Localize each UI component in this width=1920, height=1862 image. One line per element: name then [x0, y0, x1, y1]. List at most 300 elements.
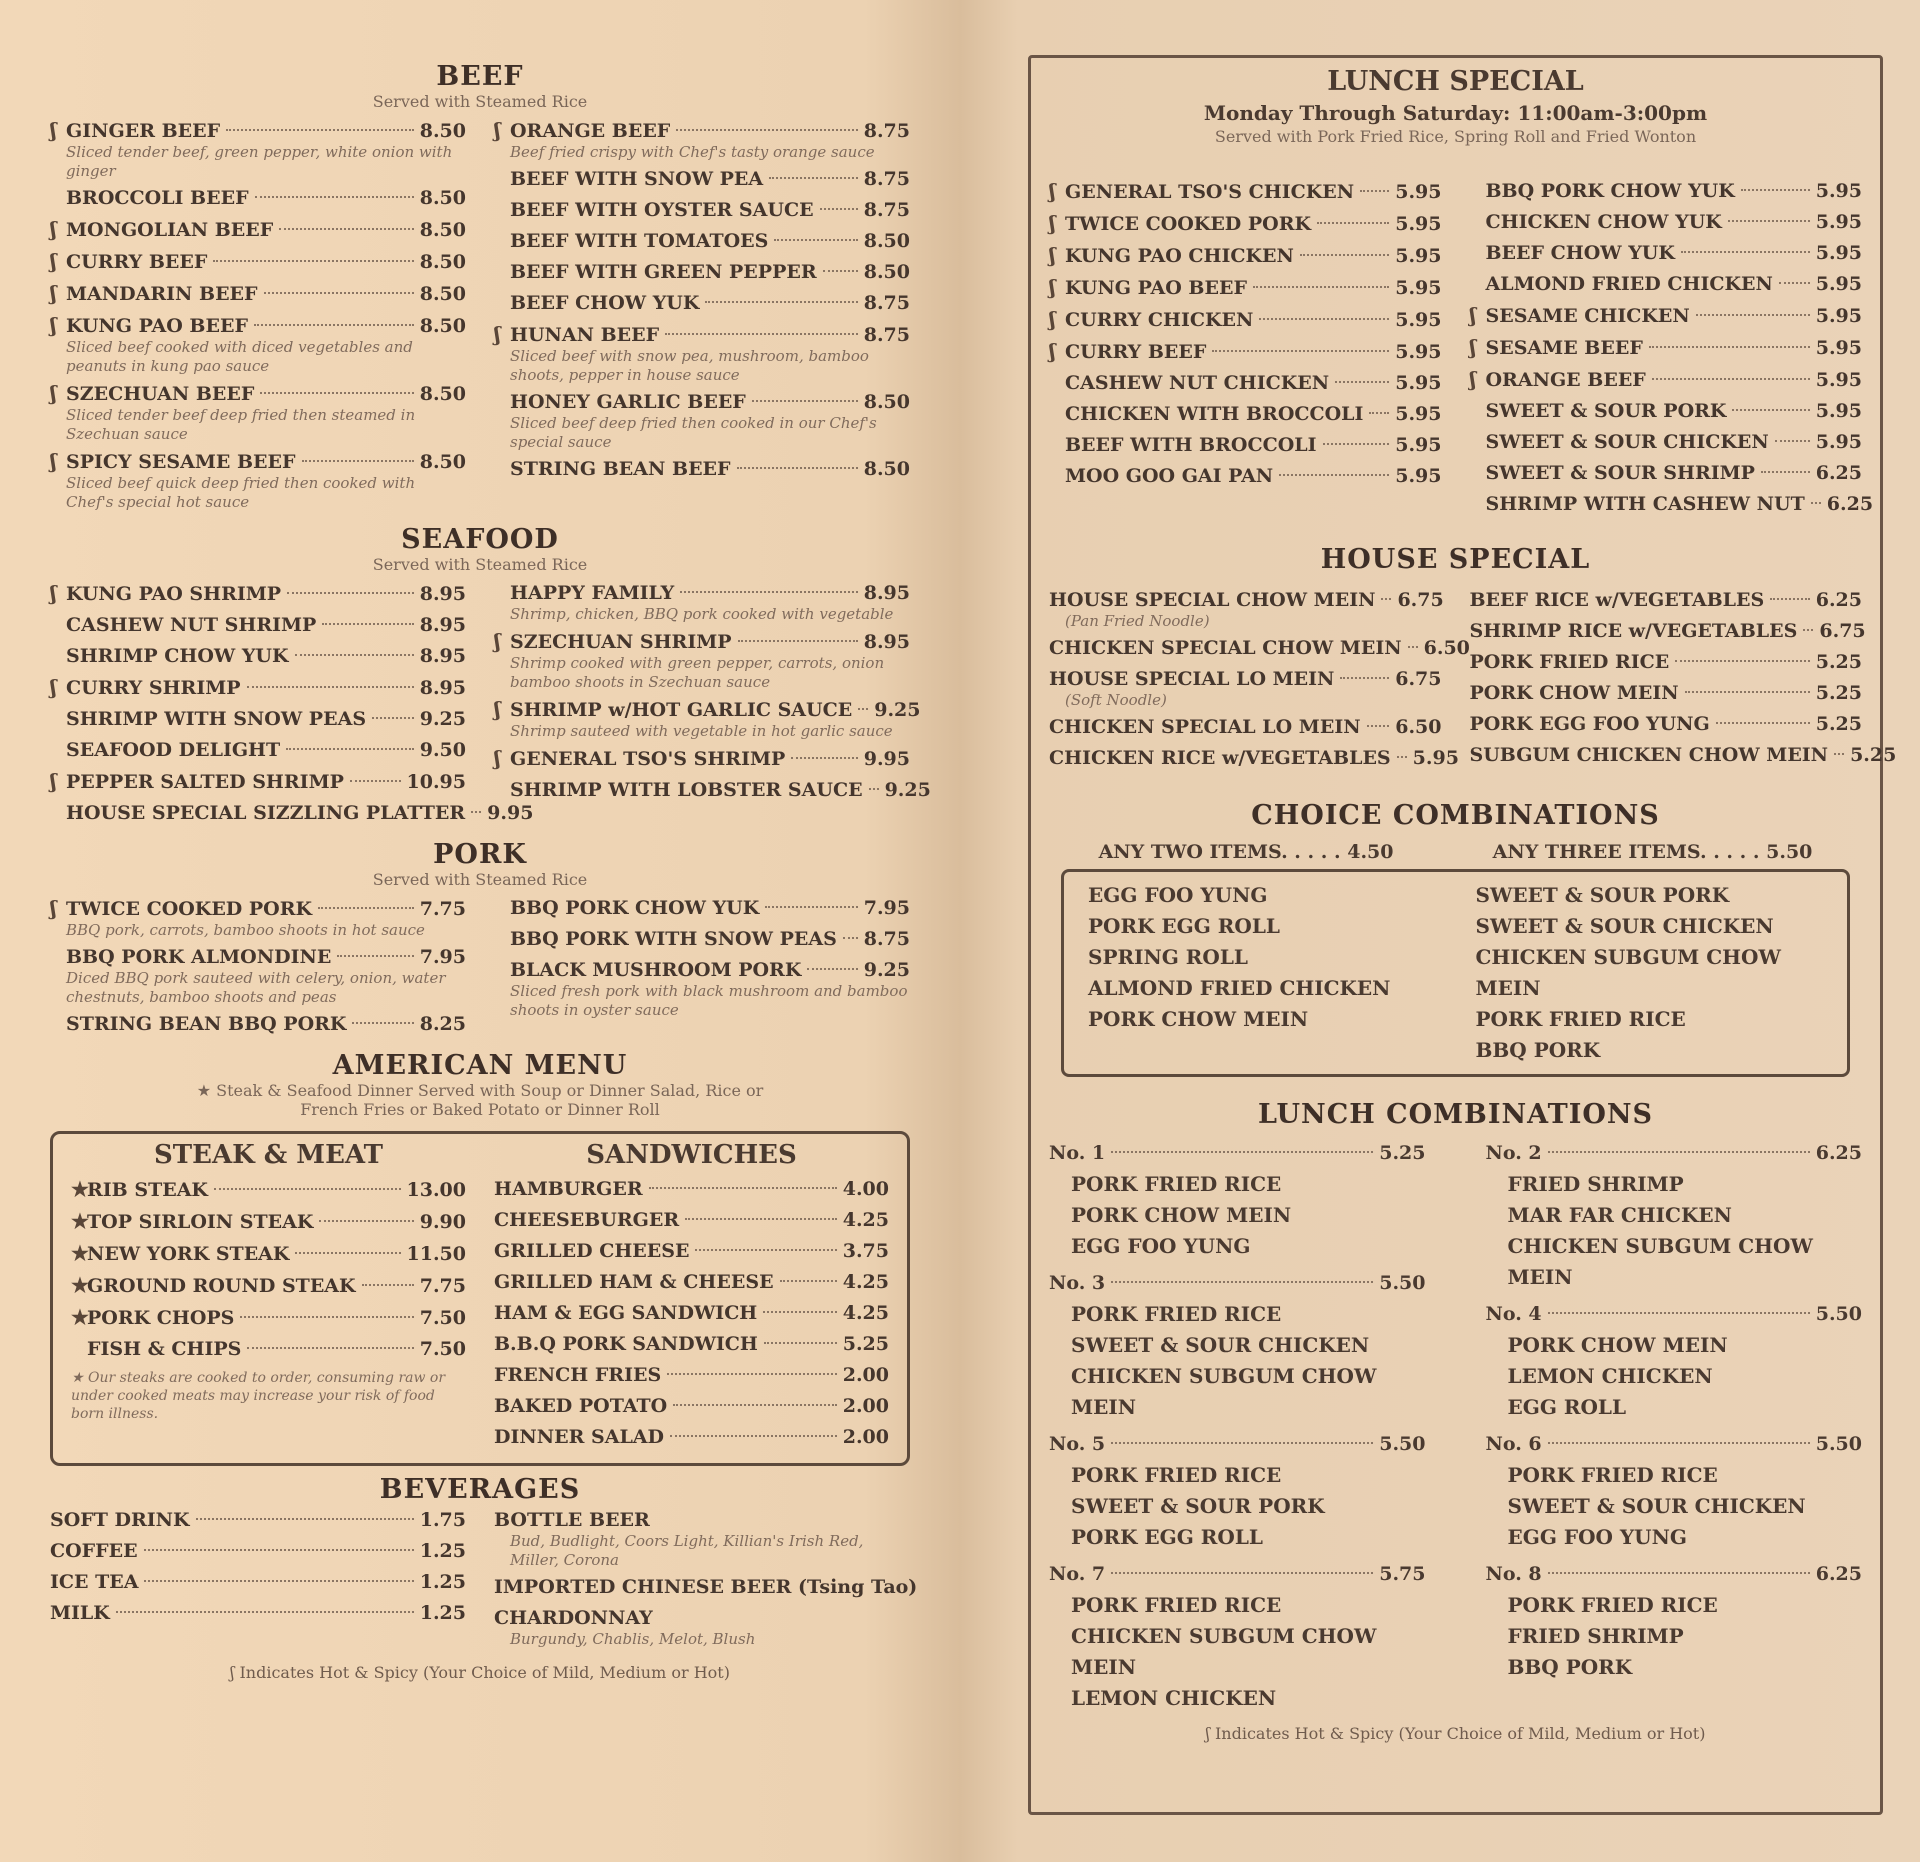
combo-item: BBQ PORK: [1507, 1655, 1633, 1679]
combo-number: No. 8: [1485, 1563, 1542, 1585]
item-name: ORANGE BEEF: [1485, 369, 1646, 391]
seafood-subtitle: Served with Steamed Rice: [372, 555, 588, 574]
item-name: STRING BEAN BEEF: [510, 458, 731, 480]
item-price: 4.25: [842, 1271, 889, 1293]
beef-title: BEEF: [436, 61, 524, 92]
item-price: 8.95: [419, 614, 466, 636]
item-price: 5.95: [1395, 465, 1442, 487]
menu-item-row: [71, 1302, 466, 1334]
item-name: CHEESEBURGER: [494, 1209, 680, 1231]
menu-item: [50, 1505, 466, 1536]
item-price: 8.50: [419, 451, 466, 473]
dot-leader: [673, 1404, 837, 1406]
menu-item: [50, 1598, 466, 1629]
combo-number: No. 7: [1049, 1563, 1106, 1585]
house-title: HOUSE SPECIAL: [1320, 544, 1591, 575]
dot-leader: [352, 1022, 413, 1024]
menu-item-row: [50, 578, 466, 610]
menu-item-row: [50, 1536, 466, 1567]
menu-item: [1049, 430, 1442, 461]
item-name: KUNG PAO CHICKEN: [1065, 245, 1294, 267]
dot-leader: [1716, 722, 1810, 724]
menu-item: [50, 798, 534, 829]
item-name: ORANGE BEEF: [510, 120, 671, 142]
menu-item-row: [1049, 272, 1442, 304]
item-price: 5.95: [1395, 277, 1442, 299]
hot-spicy-footer-right: [1049, 1724, 1862, 1743]
item-name: SOFT DRINK: [50, 1509, 190, 1531]
item-name: HOUSE SPECIAL LO MEIN: [1049, 668, 1335, 690]
menu-item: [1049, 272, 1442, 304]
combo-item: LEMON CHICKEN: [1071, 1686, 1277, 1710]
dot-leader: [695, 1249, 836, 1251]
item-name: HONEY GARLIC BEEF: [510, 391, 746, 413]
item-name: BEEF CHOW YUK: [510, 292, 700, 314]
dot-leader: [1369, 412, 1389, 414]
menu-item-row: [1049, 336, 1442, 368]
menu-item-row: [1049, 633, 1470, 664]
menu-item-row: [71, 1238, 466, 1270]
item-name: STRING BEAN BBQ PORK: [66, 1013, 347, 1035]
item-name: CHICKEN SPECIAL CHOW MEIN: [1049, 637, 1402, 659]
item-name: KUNG PAO BEEF: [66, 315, 248, 337]
menu-item-row: [50, 1009, 466, 1040]
menu-item: [1049, 461, 1442, 492]
dot-leader: [1381, 598, 1391, 600]
item-name: BBQ PORK WITH SNOW PEAS: [510, 928, 837, 950]
item-description: Burgundy, Chablis, Melot, Blush: [510, 1630, 756, 1648]
item-price: 5.95: [1395, 341, 1442, 363]
item-name: SHRIMP WITH LOBSTER SAUCE: [510, 779, 863, 801]
menu-item-row: [71, 1174, 466, 1206]
menu-item-row: [1470, 489, 1874, 520]
item-name: HAMBURGER: [494, 1178, 643, 1200]
menu-item: [1049, 399, 1442, 430]
item-price: 7.75: [419, 1275, 466, 1297]
hot-pepper-icon: ʃ: [1049, 243, 1056, 267]
menu-item: [1049, 712, 1442, 743]
item-name: SUBGUM CHICKEN CHOW MEIN: [1469, 744, 1829, 766]
combo-item: EGG FOO YUNG: [1507, 1525, 1687, 1549]
dot-leader: [764, 1342, 837, 1344]
item-price: 8.50: [419, 383, 466, 405]
item-price: 2.00: [842, 1426, 889, 1448]
dot-leader: [1300, 254, 1389, 256]
item-name: HUNAN BEEF: [510, 324, 660, 346]
hot-pepper-icon: ʃ: [50, 581, 57, 605]
combo-number: No. 6: [1485, 1433, 1542, 1455]
sandwich-title: SANDWICHES: [586, 1140, 797, 1170]
menu-item: [1470, 176, 1863, 207]
dot-leader: [372, 717, 414, 719]
menu-item-row: [494, 924, 910, 955]
lunch-header: [1049, 66, 1862, 146]
item-price: 8.95: [419, 645, 466, 667]
menu-item-row: [1049, 430, 1442, 461]
menu-item-row: [1469, 616, 1866, 647]
dot-leader: [1317, 222, 1389, 224]
dot-leader: [319, 1220, 413, 1222]
pork-right-column: [494, 893, 910, 1040]
choice-left-column: [1088, 880, 1436, 1066]
item-description: Sliced beef quick deep fried then cooked with Chef's special hot sauce: [66, 474, 416, 511]
combo-block: [1486, 1138, 1863, 1293]
hot-pepper-icon: ʃ: [1049, 339, 1056, 363]
menu-item-row: [50, 610, 466, 641]
item-price: 8.75: [863, 324, 910, 346]
dot-leader: [318, 907, 414, 909]
item-price: 5.95: [1815, 369, 1862, 391]
item-price: 6.25: [1826, 493, 1874, 515]
item-name: NEW YORK STEAK: [87, 1243, 290, 1265]
item-price: 9.25: [863, 959, 910, 981]
menu-item: [494, 1422, 889, 1453]
item-price: 1.75: [419, 1509, 466, 1531]
item-name: PORK CHOPS: [87, 1307, 235, 1329]
menu-item-row: [1470, 709, 1863, 740]
star-icon: ★: [71, 1209, 89, 1233]
menu-item: [50, 378, 466, 444]
menu-item: [494, 195, 910, 226]
menu-item: [1470, 709, 1863, 740]
hot-pepper-icon: ʃ: [494, 629, 501, 653]
item-name: CHICKEN SPECIAL LO MEIN: [1049, 716, 1361, 738]
menu-item: [1470, 396, 1863, 427]
item-name: BEEF WITH BROCCOLI: [1065, 434, 1317, 456]
item-name: SHRIMP WITH SNOW PEAS: [66, 708, 367, 730]
dot-leader: [780, 1280, 837, 1282]
item-name: GRILLED HAM & CHEESE: [494, 1271, 774, 1293]
dot-leader: [247, 1347, 413, 1349]
dot-leader: [471, 811, 481, 813]
menu-item: [494, 1329, 889, 1360]
house-right-column: [1469, 585, 1897, 774]
dot-leader: [196, 1518, 414, 1520]
item-name: SZECHUAN SHRIMP: [510, 631, 732, 653]
dot-leader: [1775, 440, 1810, 442]
choice-item: PORK CHOW MEIN: [1088, 1007, 1309, 1031]
dot-leader: [295, 654, 414, 656]
menu-item-row: [50, 1505, 466, 1536]
lunch-left-column: [1049, 176, 1442, 520]
menu-item-row: [494, 1174, 889, 1205]
menu-item: [1470, 585, 1863, 616]
choice-item: ALMOND FRIED CHICKEN: [1088, 976, 1391, 1000]
item-name: SWEET & SOUR SHRIMP: [1485, 462, 1755, 484]
combo-item: CHICKEN SUBGUM CHOW MEIN: [1071, 1624, 1377, 1679]
lunch-subtitle: Served with Pork Fried Rice, Spring Roll and Fried Wonton: [1214, 127, 1697, 146]
menu-item: [50, 446, 466, 512]
dot-leader: [1111, 1572, 1373, 1574]
hot-pepper-icon: ʃ: [494, 746, 501, 770]
item-name: SWEET & SOUR PORK: [1485, 400, 1727, 422]
menu-item: [1049, 368, 1442, 399]
item-name: SEAFOOD DELIGHT: [66, 739, 281, 761]
combo-item: PORK FRIED RICE: [1507, 1593, 1718, 1617]
combo-items: [1049, 1590, 1426, 1714]
dot-leader: [1367, 725, 1390, 727]
combo-number: No. 4: [1485, 1303, 1542, 1325]
combos-section: [1049, 1138, 1862, 1720]
item-price: 8.75: [863, 292, 910, 314]
item-price: 8.95: [419, 677, 466, 699]
seafood-title: SEAFOOD: [401, 524, 559, 555]
menu-item-row: [1470, 269, 1863, 300]
dot-leader: [752, 400, 858, 402]
item-price: 8.95: [419, 583, 466, 605]
combo-block: [1049, 1559, 1426, 1714]
choice-item: SWEET & SOUR PORK: [1475, 883, 1730, 907]
menu-item-row: [1470, 585, 1863, 616]
item-name: TWICE COOKED PORK: [66, 898, 313, 920]
menu-item: [1470, 458, 1863, 489]
item-price: 8.75: [863, 120, 910, 142]
menu-item-row: [1049, 368, 1442, 399]
menu-item: [494, 1298, 889, 1329]
menu-item: [71, 1302, 466, 1334]
combo-header: [1049, 1559, 1426, 1590]
item-description: Shrimp, chicken, BBQ pork cooked with vegetable: [510, 605, 894, 623]
item-price: 2.00: [842, 1395, 889, 1417]
menu-item: [1049, 304, 1442, 336]
dot-leader: [738, 640, 858, 642]
dot-leader: [670, 1435, 837, 1437]
dot-leader: [255, 196, 414, 198]
pepper-icon: ʃ: [1205, 1724, 1210, 1743]
combo-item: PORK CHOW MEIN: [1071, 1203, 1292, 1227]
menu-item-row: [494, 1205, 889, 1236]
dot-leader: [1685, 691, 1810, 693]
item-price: 7.95: [419, 946, 466, 968]
item-price: 9.95: [487, 802, 534, 824]
beverages-section: [50, 1505, 918, 1651]
item-description: Shrimp cooked with green pepper, carrots, onion bamboo shoots in Szechuan sauce: [510, 654, 885, 691]
menu-item: [50, 641, 466, 672]
combo-price: 5.50: [1379, 1433, 1426, 1455]
menu-item-row: [1470, 332, 1863, 364]
menu-item-row: [494, 1236, 889, 1267]
combo-items: [1486, 1169, 1863, 1293]
item-name: CURRY SHRIMP: [66, 677, 241, 699]
item-name: IMPORTED CHINESE BEER (Tsing Tao): [494, 1576, 918, 1598]
hot-pepper-icon: ʃ: [1049, 307, 1056, 331]
menu-item: [50, 278, 466, 310]
combo-item: SWEET & SOUR CHICKEN: [1071, 1333, 1370, 1357]
dot-leader: [1253, 286, 1389, 288]
dot-leader: [247, 686, 414, 688]
item-price: 11.50: [406, 1243, 466, 1265]
item-name: BEEF CHOW YUK: [1485, 242, 1675, 264]
combo-header: [1049, 1138, 1426, 1169]
menu-item: [494, 115, 910, 162]
hot-pepper-icon: ʃ: [1469, 367, 1477, 391]
item-price: 8.75: [863, 199, 910, 221]
pork-left-column: [50, 893, 466, 1040]
seafood-left-column: [50, 578, 534, 829]
combo-price: 5.25: [1379, 1142, 1426, 1164]
item-name: HAM & EGG SANDWICH: [494, 1302, 758, 1324]
menu-item: [50, 704, 466, 735]
dot-leader: [1279, 474, 1389, 476]
item-price: 8.50: [419, 251, 466, 273]
hot-pepper-icon: ʃ: [50, 281, 57, 305]
menu-item-row: [50, 704, 466, 735]
item-price: 6.75: [1819, 620, 1866, 642]
dot-leader: [820, 208, 858, 210]
combo-item: EGG FOO YUNG: [1071, 1234, 1251, 1258]
item-price: 4.25: [842, 1302, 889, 1324]
dot-leader: [1732, 409, 1809, 411]
dot-leader: [144, 1549, 414, 1551]
combo-item: FRIED SHRIMP: [1507, 1624, 1684, 1648]
menu-item: [1470, 207, 1863, 238]
dot-leader: [1652, 378, 1810, 380]
combo-header: [1486, 1559, 1863, 1590]
dot-leader: [823, 270, 858, 272]
dot-leader: [774, 239, 857, 241]
dot-leader: [1111, 1442, 1373, 1444]
item-name: SHRIMP WITH CASHEW NUT: [1485, 493, 1805, 515]
menu-item: [494, 694, 921, 741]
menu-item: [1470, 427, 1863, 458]
item-name: CASHEW NUT CHICKEN: [1065, 372, 1330, 394]
menu-item: [50, 942, 466, 1007]
item-name: DINNER SALAD: [494, 1426, 665, 1448]
item-price: 13.00: [406, 1179, 466, 1201]
seafood-section: [50, 578, 931, 829]
item-price: 5.95: [1815, 305, 1862, 327]
item-name: BBQ PORK CHOW YUK: [1485, 180, 1735, 202]
menu-item: [71, 1206, 466, 1238]
menu-item-row: [1470, 427, 1863, 458]
seafood-right-column: [494, 578, 931, 829]
item-name: CHICKEN CHOW YUK: [1485, 211, 1722, 233]
menu-item-row: [494, 1329, 889, 1360]
combo-number: No. 3: [1049, 1272, 1106, 1294]
combo-block: [1049, 1429, 1426, 1553]
menu-item: [1470, 489, 1874, 520]
combo-item: MAR FAR CHICKEN: [1507, 1203, 1732, 1227]
dot-leader: [286, 748, 414, 750]
hot-pepper-icon: ʃ: [494, 697, 501, 721]
dot-leader: [264, 292, 414, 294]
beef-right-column: [494, 115, 910, 514]
left-menu-page: [50, 55, 931, 1682]
item-price: 6.75: [1397, 589, 1444, 611]
menu-item-row: [494, 164, 910, 195]
dot-leader: [737, 467, 858, 469]
menu-item: [50, 1009, 466, 1040]
item-price: 7.50: [419, 1307, 466, 1329]
menu-item: [494, 226, 910, 257]
hot-pepper-icon: ʃ: [50, 675, 57, 699]
menu-item: [1049, 743, 1459, 774]
combo-header: [1486, 1299, 1863, 1330]
combo-items: [1486, 1460, 1863, 1553]
item-price: 8.95: [863, 582, 910, 604]
item-description: Sliced tender beef, green pepper, white onion with ginger: [66, 143, 453, 180]
hot-pepper-icon: ʃ: [50, 217, 57, 241]
menu-item: [71, 1270, 466, 1302]
dot-leader: [676, 129, 857, 131]
combo-price: 5.50: [1379, 1272, 1426, 1294]
star-icon: ★: [71, 1273, 89, 1297]
menu-item: [494, 578, 910, 624]
menu-item: [50, 893, 466, 940]
menu-item: [494, 1174, 889, 1205]
item-name: BAKED POTATO: [494, 1395, 668, 1417]
item-name: PORK EGG FOO YUNG: [1469, 713, 1710, 735]
menu-item: [494, 1572, 918, 1603]
menu-item-row: [494, 1422, 889, 1453]
item-name: KUNG PAO SHRIMP: [66, 583, 282, 605]
item-name: MOO GOO GAI PAN: [1065, 465, 1274, 487]
menu-item-row: [50, 214, 466, 246]
item-price: 5.95: [1395, 403, 1442, 425]
item-price: 5.95: [1395, 434, 1442, 456]
beverages-title: BEVERAGES: [379, 1474, 581, 1505]
item-name: GENERAL TSO'S SHRIMP: [510, 748, 786, 770]
combo-item: PORK FRIED RICE: [1507, 1463, 1718, 1487]
choice-item: PORK FRIED RICE: [1475, 1007, 1686, 1031]
dot-leader: [1397, 756, 1407, 758]
item-name: FISH & CHIPS: [87, 1338, 242, 1360]
menu-item-row: [1049, 240, 1442, 272]
menu-item-row: [494, 195, 910, 226]
item-price: 1.25: [419, 1571, 466, 1593]
menu-item: [1470, 238, 1863, 269]
choice-item: EGG FOO YUNG: [1088, 883, 1268, 907]
hot-pepper-icon: ʃ: [494, 118, 501, 142]
item-description: Sliced beef cooked with diced vegetables and peanuts in kung pao sauce: [66, 338, 413, 375]
menu-item-row: [50, 766, 466, 798]
dot-leader: [1548, 1572, 1810, 1574]
menu-item-row: [494, 743, 910, 775]
dot-leader: [279, 228, 414, 230]
item-name: HOUSE SPECIAL SIZZLING PLATTER: [66, 802, 466, 824]
item-name: BEEF WITH GREEN PEPPER: [510, 261, 817, 283]
item-price: 8.75: [863, 928, 910, 950]
item-price: 8.75: [863, 168, 910, 190]
dot-leader: [1335, 381, 1389, 383]
item-name: BOTTLE BEER: [494, 1509, 650, 1531]
item-name: CURRY BEEF: [66, 251, 208, 273]
item-price: 1.25: [419, 1602, 466, 1624]
menu-item-row: [1049, 461, 1442, 492]
item-price: 5.25: [1815, 682, 1862, 704]
dot-leader: [1548, 1151, 1810, 1153]
menu-item: [494, 164, 910, 195]
dot-leader: [769, 177, 858, 179]
menu-item-row: [50, 735, 466, 766]
combo-item: SWEET & SOUR CHICKEN: [1507, 1494, 1806, 1518]
menu-item: [494, 955, 910, 1020]
menu-item-row: [1049, 208, 1442, 240]
choice-item: PORK EGG ROLL: [1088, 914, 1280, 938]
item-name: HAPPY FAMILY: [510, 582, 675, 604]
dot-leader: [858, 708, 868, 710]
combo-price: 5.75: [1379, 1563, 1426, 1585]
item-price: 8.50: [419, 187, 466, 209]
menu-item-row: [1470, 300, 1863, 332]
hot-spicy-footer-left: [50, 1663, 910, 1682]
beverages-left-column: [50, 1505, 466, 1651]
menu-item-row: [1049, 304, 1442, 336]
dot-leader: [1259, 318, 1389, 320]
dot-leader: [667, 1373, 837, 1375]
dot-leader: [1803, 629, 1813, 631]
menu-item: [494, 387, 910, 452]
